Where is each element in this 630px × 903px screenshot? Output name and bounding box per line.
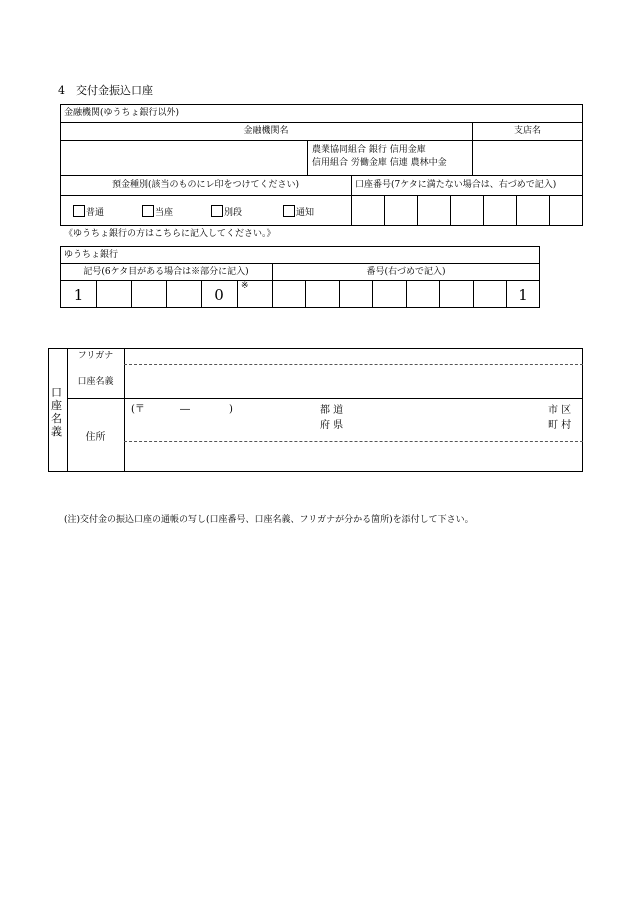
institution-types-line2: 信用組合 労働金庫 信連 農林中金 xyxy=(312,158,447,168)
yucho-symbol-digit-5: 0 xyxy=(214,286,224,304)
yucho-symbol-digit-1: 1 xyxy=(73,286,84,304)
account-name-field[interactable] xyxy=(125,366,582,397)
prefecture-suffix-top: 都 道 xyxy=(320,405,344,416)
checkbox-icon[interactable] xyxy=(211,205,223,217)
checkbox-icon[interactable] xyxy=(73,205,85,217)
postal-open: (〒 xyxy=(131,404,145,415)
section-heading: 4 交付金振込口座 xyxy=(58,84,153,97)
deposit-option-betsudan[interactable]: 別段 xyxy=(211,205,242,219)
bank-name-header: 金融機関名 xyxy=(243,126,289,136)
yucho-symbol-header: 記号(6ケタ目がある場合は※部分に記入) xyxy=(83,267,249,277)
account-number-header: 口座番号(7ケタに満たない場合は、右づめで記入) xyxy=(355,180,557,190)
address-label: 住所 xyxy=(85,432,106,443)
branch-header: 支店名 xyxy=(513,126,541,136)
address-field[interactable] xyxy=(125,443,582,471)
postal-close: ) xyxy=(229,404,233,415)
deposit-option-futsu[interactable]: 普通 xyxy=(73,205,104,219)
bank-name-field[interactable] xyxy=(61,141,306,174)
furigana-label: フリガナ xyxy=(77,351,114,361)
yucho-note: 《ゆうちょ銀行の方はこちらに記入してください。》 xyxy=(64,229,276,239)
bank-section-label: 金融機関(ゆうちょ銀行以外) xyxy=(64,108,180,118)
city-suffix-top: 市 区 xyxy=(548,405,572,416)
branch-name-field[interactable] xyxy=(473,141,582,174)
checkbox-icon[interactable] xyxy=(283,205,295,217)
attachment-footnote: (注)交付金の振込口座の通帳の写し(口座番号、口座名義、フリガナが分かる箇所)を添付して下さい。 xyxy=(64,515,474,525)
deposit-option-toza[interactable]: 当座 xyxy=(142,205,173,219)
yucho-asterisk: ※ xyxy=(241,281,249,291)
yucho-number-header: 番号(右づめで記入) xyxy=(366,267,446,277)
deposit-option-tsuchi[interactable]: 通知 xyxy=(283,205,314,219)
checkbox-icon[interactable] xyxy=(142,205,154,217)
prefecture-suffix-bottom: 府 県 xyxy=(320,420,344,431)
yucho-number-last-digit: 1 xyxy=(518,286,528,304)
furigana-field[interactable] xyxy=(125,349,582,363)
account-holder-vertical-label: 口座名義 xyxy=(51,386,62,438)
yucho-section-label: ゆうちょ銀行 xyxy=(64,250,119,260)
postal-dash: ― xyxy=(180,404,190,415)
account-name-label: 口座名義 xyxy=(77,377,114,387)
deposit-type-header: 預金種別(該当のものにレ印をつけてください) xyxy=(111,180,300,190)
institution-types-line1: 農業協同組合 銀行 信用金庫 xyxy=(312,145,426,155)
city-suffix-bottom: 町 村 xyxy=(548,420,572,431)
